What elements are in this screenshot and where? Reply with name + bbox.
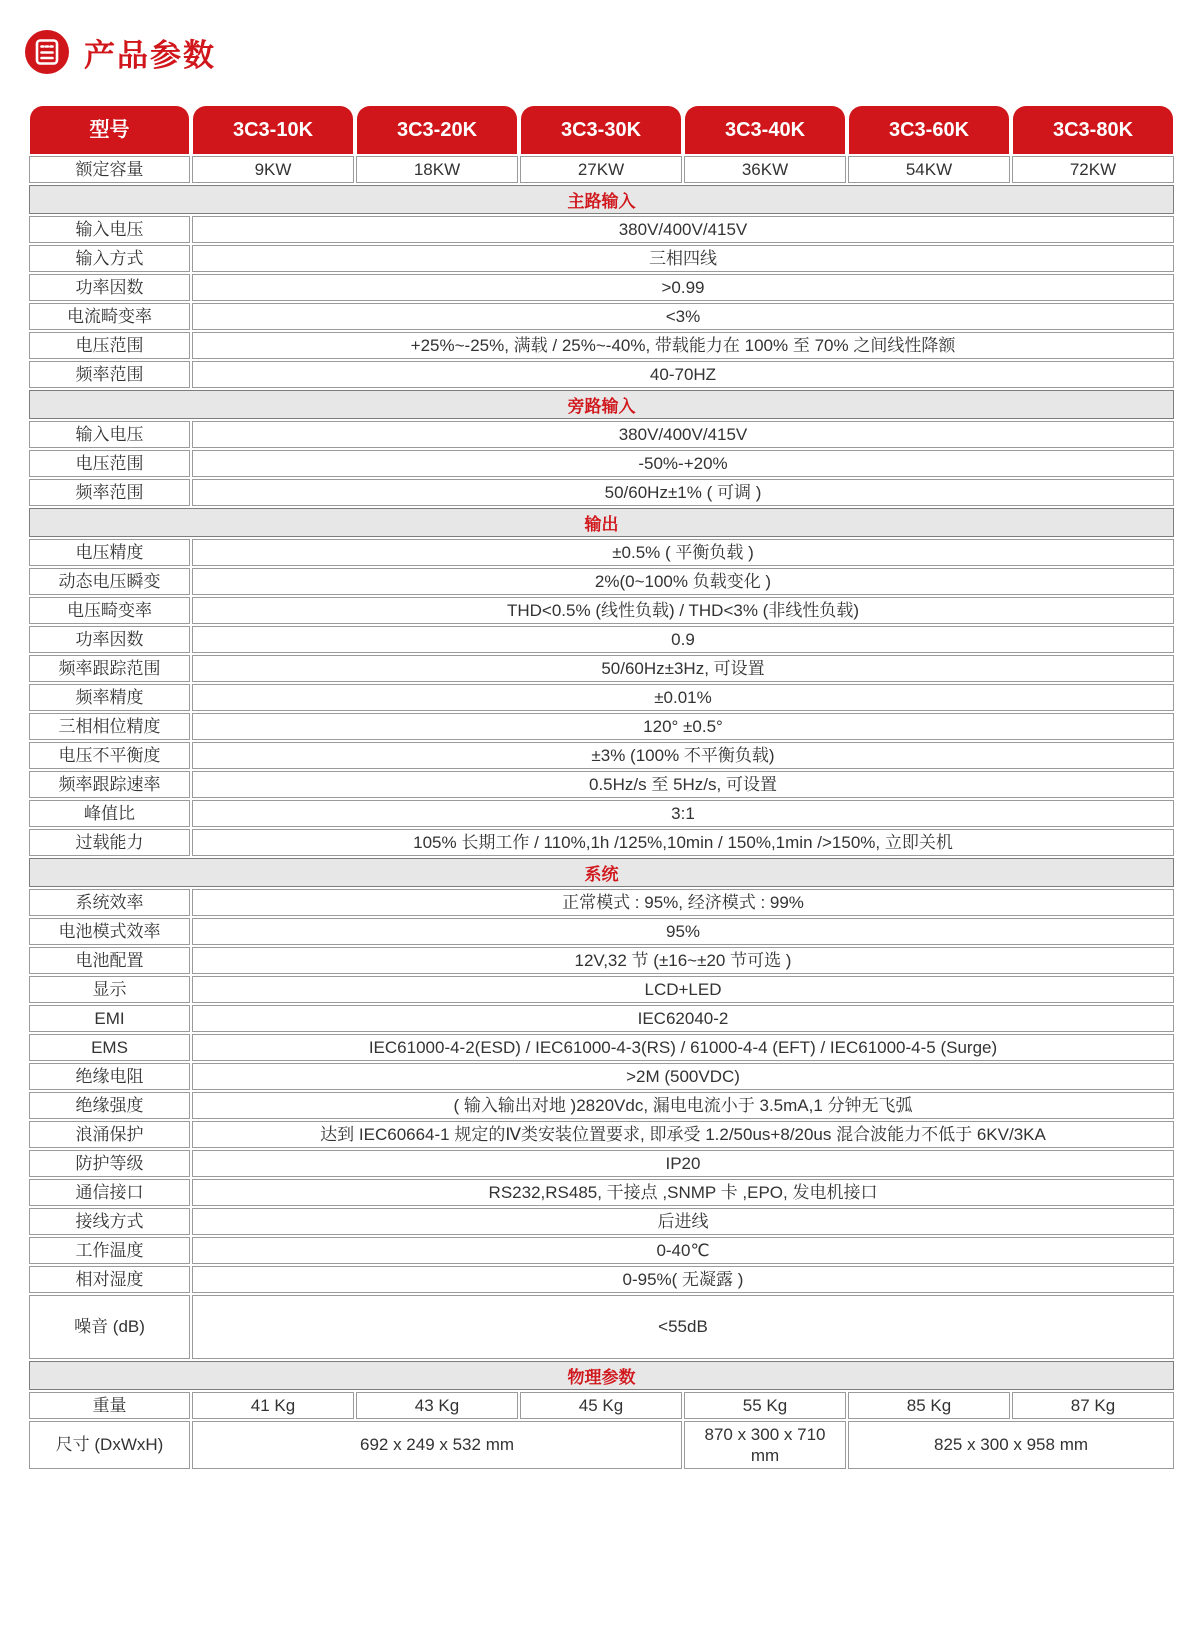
section-row	[29, 390, 1174, 419]
spec-row	[29, 947, 1174, 974]
spec-label: 峰值比	[29, 800, 190, 827]
spec-label: 三相相位精度	[29, 713, 190, 740]
spec-label: 显示	[29, 976, 190, 1003]
section-row	[29, 858, 1174, 887]
spec-label: 通信接口	[29, 1179, 190, 1206]
spec-value: 0.9	[192, 626, 1174, 653]
spec-row	[29, 332, 1174, 359]
spec-row	[29, 684, 1174, 711]
model-value: 54KW	[848, 156, 1010, 183]
spec-value: 2%(0~100% 负载变化 )	[192, 568, 1174, 595]
spec-label: 电压精度	[29, 539, 190, 566]
spec-value: 50/60Hz±3Hz, 可设置	[192, 655, 1174, 682]
spec-value: +25%~-25%, 满载 / 25%~-40%, 带载能力在 100% 至 70% 之间线性降额	[192, 332, 1174, 359]
spec-value: 95%	[192, 918, 1174, 945]
model-name: 型号	[30, 106, 189, 154]
spec-label: 过载能力	[29, 829, 190, 856]
spec-label: 浪涌保护	[29, 1121, 190, 1148]
spec-row	[29, 626, 1174, 653]
model-header-row	[29, 106, 1174, 154]
spec-value: LCD+LED	[192, 976, 1174, 1003]
spec-value: 3:1	[192, 800, 1174, 827]
spec-value: THD<0.5% (线性负载) / THD<3% (非线性负载)	[192, 597, 1174, 624]
model-header-cell	[1012, 106, 1174, 154]
model-header-cell	[520, 106, 682, 154]
model-value: 55 Kg	[684, 1392, 846, 1419]
spec-value: 380V/400V/415V	[192, 216, 1174, 243]
spec-label: 电压畸变率	[29, 597, 190, 624]
model-name: 3C3-80K	[1013, 106, 1173, 154]
spec-row	[29, 889, 1174, 916]
spec-label: 电池配置	[29, 947, 190, 974]
model-value: 41 Kg	[192, 1392, 354, 1419]
spec-value: 50/60Hz±1% ( 可调 )	[192, 479, 1174, 506]
spec-value: -50%-+20%	[192, 450, 1174, 477]
section-row	[29, 508, 1174, 537]
spec-label: 输入方式	[29, 245, 190, 272]
model-value: 27KW	[520, 156, 682, 183]
model-value: 43 Kg	[356, 1392, 518, 1419]
spec-value: 120° ±0.5°	[192, 713, 1174, 740]
spec-row	[29, 1121, 1174, 1148]
spec-row	[29, 1266, 1174, 1293]
model-name: 3C3-60K	[849, 106, 1009, 154]
spec-value: 105% 长期工作 / 110%,1h /125%,10min / 150%,1min />150%, 立即关机	[192, 829, 1174, 856]
section-title: 主路输入	[29, 185, 1174, 214]
spec-label: 工作温度	[29, 1237, 190, 1264]
section-title: 物理参数	[29, 1361, 1174, 1390]
spec-row	[29, 274, 1174, 301]
model-header-cell	[29, 106, 190, 154]
spec-label: 尺寸 (DxWxH)	[29, 1421, 190, 1469]
spec-row	[29, 450, 1174, 477]
spec-row	[29, 1295, 1174, 1359]
spec-row	[29, 421, 1174, 448]
page-title: 产品参数	[84, 37, 216, 73]
spec-label: 相对湿度	[29, 1266, 190, 1293]
spec-label: 功率因数	[29, 626, 190, 653]
spec-label: 功率因数	[29, 274, 190, 301]
spec-value: 0-95%( 无凝露 )	[192, 1266, 1174, 1293]
section-title: 旁路输入	[29, 390, 1174, 419]
spec-label: 绝缘强度	[29, 1092, 190, 1119]
spec-row	[29, 771, 1174, 798]
model-header-cell	[192, 106, 354, 154]
span-value: 870 x 300 x 710 mm	[684, 1421, 846, 1469]
document-list-icon	[24, 29, 70, 75]
spec-label: EMS	[29, 1034, 190, 1061]
spec-row	[29, 976, 1174, 1003]
spec-row	[29, 361, 1174, 388]
spec-label: 频率跟踪范围	[29, 655, 190, 682]
spec-label: 电压范围	[29, 332, 190, 359]
spec-value: ±3% (100% 不平衡负载)	[192, 742, 1174, 769]
spec-row	[29, 829, 1174, 856]
spec-value: 达到 IEC60664-1 规定的Ⅳ类安装位置要求, 即承受 1.2/50us+8/20us 混合波能力不低于 6KV/3KA	[192, 1121, 1174, 1148]
spec-row	[29, 245, 1174, 272]
spec-label: 电压范围	[29, 450, 190, 477]
spec-row	[29, 1150, 1174, 1177]
spec-row	[29, 1092, 1174, 1119]
spec-value: IEC61000-4-2(ESD) / IEC61000-4-3(RS) / 61000-4-4 (EFT) / IEC61000-4-5 (Surge)	[192, 1034, 1174, 1061]
spec-value: 40-70HZ	[192, 361, 1174, 388]
spec-row	[29, 742, 1174, 769]
model-name: 3C3-40K	[685, 106, 845, 154]
per-model-row	[29, 1392, 1174, 1419]
spec-value: 三相四线	[192, 245, 1174, 272]
spec-value: <55dB	[192, 1295, 1174, 1359]
spec-row	[29, 918, 1174, 945]
model-value: 18KW	[356, 156, 518, 183]
model-header-cell	[684, 106, 846, 154]
spec-label: 防护等级	[29, 1150, 190, 1177]
model-value: 9KW	[192, 156, 354, 183]
spec-row	[29, 1237, 1174, 1264]
spec-row	[29, 1179, 1174, 1206]
model-value: 45 Kg	[520, 1392, 682, 1419]
model-value: 72KW	[1012, 156, 1174, 183]
spec-row	[29, 800, 1174, 827]
model-name: 3C3-20K	[357, 106, 517, 154]
spec-label: 输入电压	[29, 421, 190, 448]
spec-value: IEC62040-2	[192, 1005, 1174, 1032]
spec-value: 0-40℃	[192, 1237, 1174, 1264]
spec-value: IP20	[192, 1150, 1174, 1177]
span-row	[29, 1421, 1174, 1469]
spec-row	[29, 1034, 1174, 1061]
section-title: 系统	[29, 858, 1174, 887]
spec-row	[29, 713, 1174, 740]
model-value: 36KW	[684, 156, 846, 183]
spec-value: >0.99	[192, 274, 1174, 301]
spec-label: 噪音 (dB)	[29, 1295, 190, 1359]
spec-value: ±0.5% ( 平衡负载 )	[192, 539, 1174, 566]
spec-value: 0.5Hz/s 至 5Hz/s, 可设置	[192, 771, 1174, 798]
model-name: 3C3-30K	[521, 106, 681, 154]
spec-label: EMI	[29, 1005, 190, 1032]
per-model-row	[29, 156, 1174, 183]
model-header-cell	[848, 106, 1010, 154]
spec-value: ±0.01%	[192, 684, 1174, 711]
spec-row	[29, 568, 1174, 595]
spec-value: <3%	[192, 303, 1174, 330]
spec-value: ( 输入输出对地 )2820Vdc, 漏电电流小于 3.5mA,1 分钟无飞弧	[192, 1092, 1174, 1119]
spec-label: 电压不平衡度	[29, 742, 190, 769]
spec-label: 频率精度	[29, 684, 190, 711]
spec-row	[29, 303, 1174, 330]
model-header-cell	[356, 106, 518, 154]
span-value: 692 x 249 x 532 mm	[192, 1421, 682, 1469]
spec-label: 电池模式效率	[29, 918, 190, 945]
spec-table	[27, 104, 1176, 1471]
spec-value: 后进线	[192, 1208, 1174, 1235]
spec-row	[29, 597, 1174, 624]
section-title: 输出	[29, 508, 1174, 537]
spec-row	[29, 1063, 1174, 1090]
spec-value: >2M (500VDC)	[192, 1063, 1174, 1090]
spec-row	[29, 1005, 1174, 1032]
spec-label: 频率范围	[29, 361, 190, 388]
spec-table-wrap	[0, 82, 1200, 1471]
spec-row	[29, 539, 1174, 566]
spec-row	[29, 1208, 1174, 1235]
spec-row	[29, 479, 1174, 506]
spec-label: 频率范围	[29, 479, 190, 506]
section-row	[29, 1361, 1174, 1390]
spec-label: 额定容量	[29, 156, 190, 183]
spec-label: 频率跟踪速率	[29, 771, 190, 798]
spec-row	[29, 216, 1174, 243]
spec-value: 380V/400V/415V	[192, 421, 1174, 448]
spec-value: 正常模式 : 95%, 经济模式 : 99%	[192, 889, 1174, 916]
spec-label: 动态电压瞬变	[29, 568, 190, 595]
spec-value: RS232,RS485, 干接点 ,SNMP 卡 ,EPO, 发电机接口	[192, 1179, 1174, 1206]
spec-label: 输入电压	[29, 216, 190, 243]
model-name: 3C3-10K	[193, 106, 353, 154]
spec-value: 12V,32 节 (±16~±20 节可选 )	[192, 947, 1174, 974]
spec-label: 接线方式	[29, 1208, 190, 1235]
spec-label: 电流畸变率	[29, 303, 190, 330]
spec-label: 重量	[29, 1392, 190, 1419]
spec-row	[29, 655, 1174, 682]
spec-label: 系统效率	[29, 889, 190, 916]
spec-label: 绝缘电阻	[29, 1063, 190, 1090]
section-title-bar	[0, 0, 1200, 82]
span-value: 825 x 300 x 958 mm	[848, 1421, 1174, 1469]
section-row	[29, 185, 1174, 214]
model-value: 85 Kg	[848, 1392, 1010, 1419]
model-value: 87 Kg	[1012, 1392, 1174, 1419]
